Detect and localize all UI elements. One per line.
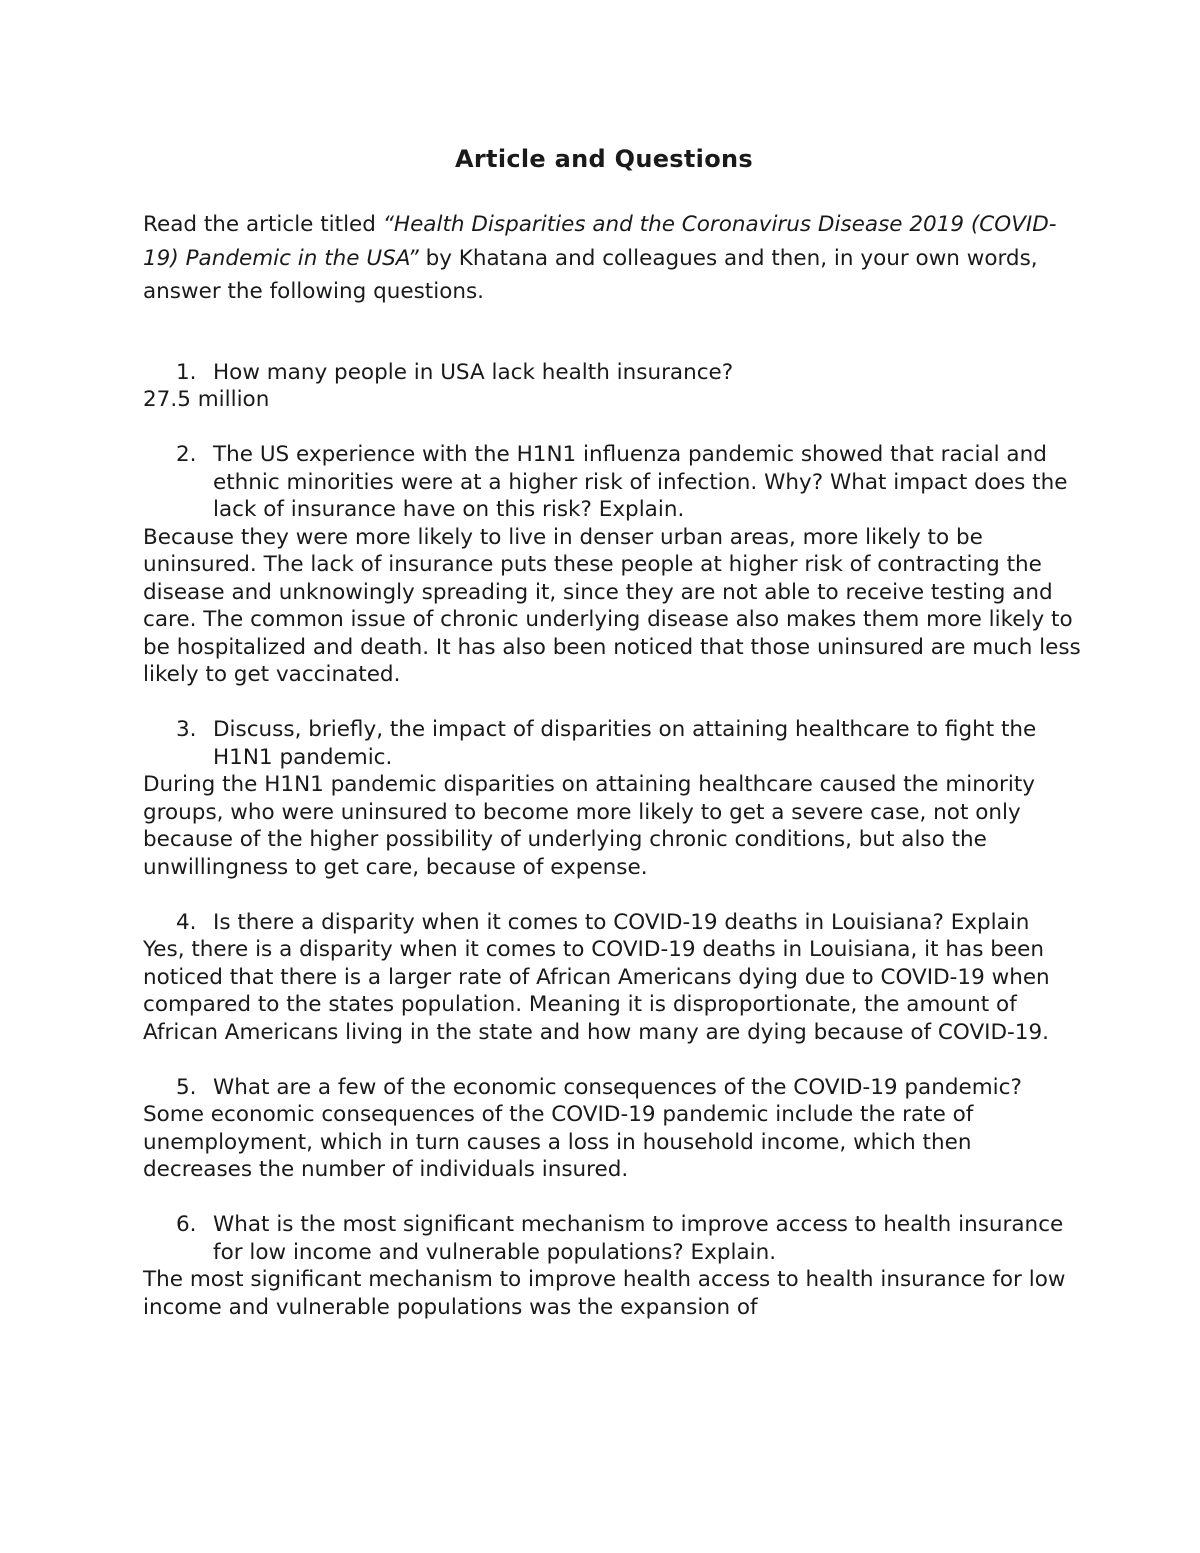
question-text: The US experience with the H1N1 influenza pandemic showed that racial and ethnic minorities were at a higher risk of infection. Why? What impact does the lack of insurance have on this risk? Explain. bbox=[213, 442, 1068, 522]
intro-prefix: Read the article titled bbox=[143, 212, 383, 237]
question-text: Discuss, briefly, the impact of disparities on attaining healthcare to fight the H1N1 pandemic. bbox=[213, 717, 1037, 770]
answer: Yes, there is a disparity when it comes to COVID-19 deaths in Louisiana, it has been noticed that there is a larger rate of African Americans dying due to COVID-19 when compared to the states population. Meaning it is disproportionate, the amount of African Americans living in the state and how many are dying because of COVID-19. bbox=[143, 937, 1050, 1045]
question bbox=[143, 1211, 1083, 1266]
answer: The most significant mechanism to improve health access to health insurance for low income and vulnerable populations was the expansion of bbox=[143, 1267, 1066, 1320]
question-number: 5. bbox=[176, 1074, 197, 1100]
question bbox=[143, 716, 1083, 771]
question-text: What are a few of the economic consequences of the COVID-19 pandemic? bbox=[213, 1074, 1022, 1100]
question-text: Is there a disparity when it comes to COVID-19 deaths in Louisiana? Explain bbox=[213, 909, 1030, 935]
question-number: 4. bbox=[176, 909, 197, 935]
qa-item-2 bbox=[143, 441, 1083, 689]
document-page bbox=[143, 140, 1083, 1349]
question-number: 2. bbox=[176, 442, 197, 467]
question-number: 1. bbox=[176, 359, 197, 385]
intro-suffix: by Khatana and colleagues and then, in your own words, answer the following questions. bbox=[143, 245, 1038, 304]
question-number: 3. bbox=[176, 717, 197, 742]
question-text: How many people in USA lack health insurance? bbox=[213, 359, 734, 385]
answer: During the H1N1 pandemic disparities on attaining healthcare caused the minority groups, who were uninsured to become more likely to get a severe case, not only because of the higher possibility of underlying chronic conditions, but also the unwillingness to get care, because of expense. bbox=[143, 772, 1035, 880]
question bbox=[143, 359, 1083, 387]
question-list bbox=[143, 359, 1083, 1322]
answer: Some economic consequences of the COVID-19 pandemic include the rate of unemployment, which in turn causes a loss in household income, which then decreases the number of individuals insured. bbox=[143, 1102, 974, 1182]
document-title: Article and Questions bbox=[455, 145, 753, 173]
qa-item-3 bbox=[143, 716, 1083, 881]
question bbox=[143, 909, 1083, 937]
qa-item-5 bbox=[143, 1074, 1083, 1184]
question-text: What is the most significant mechanism to improve access to health insurance for low income and vulnerable populations? Explain. bbox=[213, 1212, 1064, 1265]
qa-item-6 bbox=[143, 1211, 1083, 1321]
question bbox=[143, 441, 1083, 524]
question-number: 6. bbox=[176, 1212, 197, 1237]
intro-paragraph bbox=[143, 208, 1083, 309]
article-title: “Health Disparities and the Coronavirus Disease 2019 (COVID-19) Pandemic in the USA” bbox=[143, 212, 1057, 271]
answer: Because they were more likely to live in denser urban areas, more likely to be uninsured. The lack of insurance puts these people at higher risk of contracting the disease and unknowingly spreading it, since they are not able to receive testing and care. The common issue of chronic underlying disease also makes them more likely to be hospitalized and death. It has also been noticed that those uninsured are much less likely to get vaccinated. bbox=[143, 524, 1081, 687]
answer: 27.5 million bbox=[143, 387, 270, 412]
qa-item-4 bbox=[143, 909, 1083, 1047]
qa-item-1 bbox=[143, 359, 1083, 414]
question bbox=[143, 1074, 1083, 1102]
